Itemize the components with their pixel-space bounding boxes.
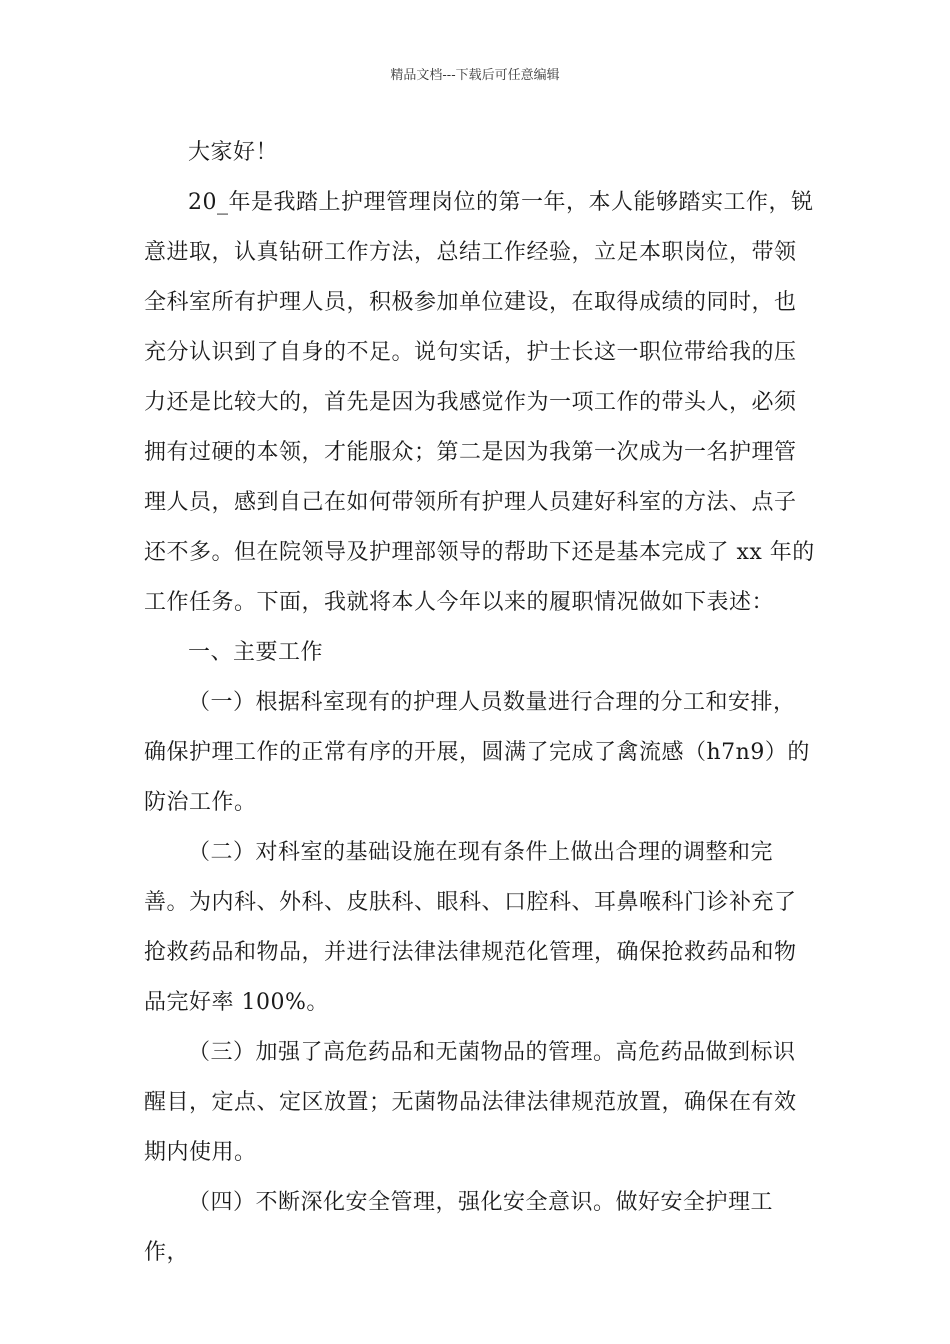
work-item-4: （四）不断深化安全管理，强化安全意识。做好安全护理工作， [144,1190,774,1265]
intro-paragraph: 20_年是我踏上护理管理岗位的第一年，本人能够踏实工作，锐意进取，认真钻研工作方法，总结工作经验，立足本职岗位，带领全科室所有护理人员，积极参加单位建设，在取得成绩的同时，也充分认识到了自身的不足。说句实话，护士长这一职位带给我的压力还是比较大的，首先是因为我感觉作为一项工作的带头人，必须拥有过硬的本领，才能服众；第二是因为我第一次成为一名护理管理人员，感到自己在如何带领所有护理人员建好科室的方法、点子还不多。但在院领导及护理部领导的帮助下还是基本完成了 xx 年的工作任务。下面，我就将本人今年以来的履职情况做如下表述： [144,190,815,615]
greeting-paragraph: 大家好！ [188,140,279,165]
work-item-3: （三）加强了高危药品和无菌物品的管理。高危药品做到标识醒目，定点、定区放置；无菌物品法律法律规范放置，确保在有效期内使用。 [144,1040,797,1165]
document-body [144,128,816,1278]
work-item-1: （一）根据科室现有的护理人员数量进行合理的分工和安排，确保护理工作的正常有序的开展，圆满了完成了禽流感（h7n9）的防治工作。 [144,690,810,815]
work-item-2: （二）对科室的基础设施在现有条件上做出合理的调整和完善。为内科、外科、皮肤科、眼科、口腔科、耳鼻喉科门诊补充了抢救药品和物品，并进行法律法律规范化管理，确保抢救药品和物品完好率 100%。 [144,840,797,1015]
page-header: 精品文档---下载后可任意编辑 [390,68,560,83]
section-heading: 一、主要工作 [188,640,324,665]
